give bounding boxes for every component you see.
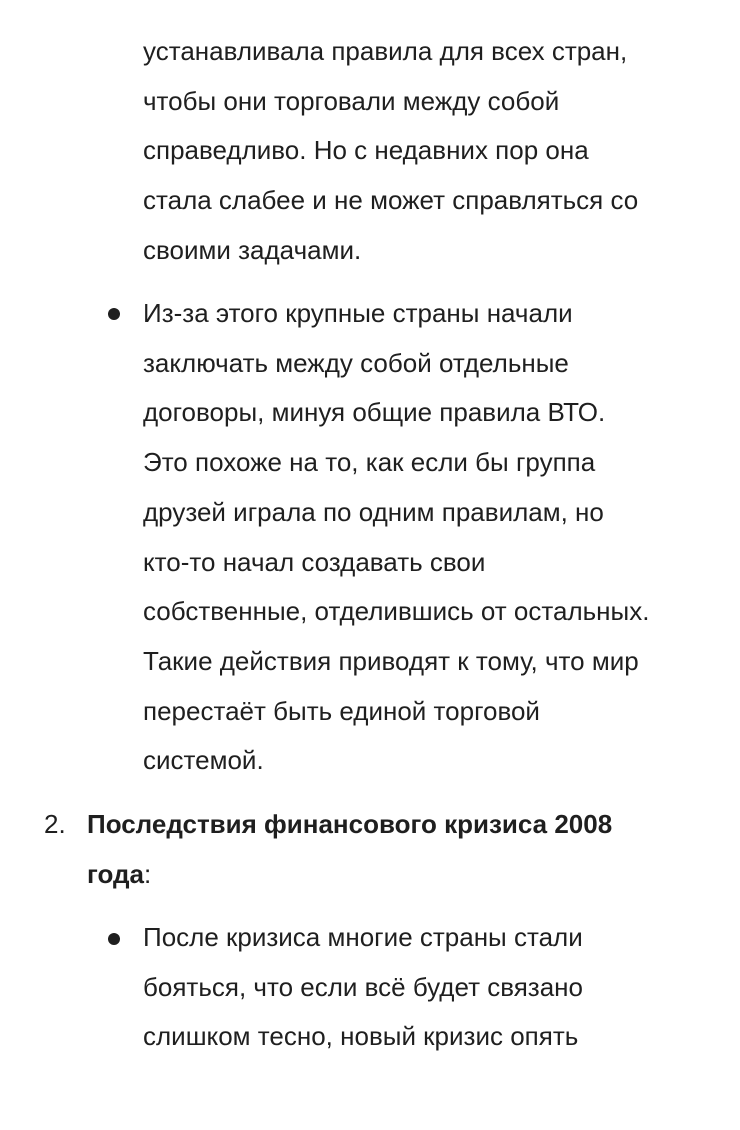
- text-line: своими задачами.: [143, 234, 362, 265]
- text-line: Это похоже на то, как если бы группа: [143, 447, 596, 478]
- text-line: чтобы они торговали между собой: [143, 85, 560, 116]
- intro-paragraph: [143, 27, 723, 276]
- text-line: собственные, отделившись от остальных.: [143, 596, 650, 627]
- text-line: друзей играла по одним правилам, но: [143, 496, 604, 527]
- bullet-icon: [108, 933, 120, 945]
- bullet-icon: [108, 308, 120, 320]
- text-line: кто-то начал создавать свои: [143, 546, 486, 577]
- text-line: Из-за этого крупные страны начали: [143, 298, 573, 328]
- text-line: бояться, что если всё будет связано: [143, 971, 583, 1002]
- text-line: слишком тесно, новый кризис опять: [143, 1021, 579, 1052]
- text-line: Такие действия приводят к тому, что мир: [143, 645, 639, 676]
- heading-bold-line: года: [87, 858, 144, 889]
- text-line: договоры, минуя общие правила ВТО.: [143, 397, 606, 428]
- text-line: устанавливала правила для всех стран,: [143, 36, 628, 66]
- heading-bold-line: Последствия финансового кризиса 2008: [87, 809, 613, 839]
- text-line: перестаёт быть единой торговой: [143, 695, 540, 726]
- section-heading: [87, 800, 707, 899]
- bullet-item-crisis: [143, 913, 723, 1062]
- list-number: 2.: [44, 809, 66, 839]
- text-line: После кризиса многие страны стали: [143, 922, 583, 952]
- heading-colon: :: [144, 858, 152, 889]
- text-line: заключать между собой отдельные: [143, 347, 569, 378]
- text-line: стала слабее и не может справляться со: [143, 185, 639, 216]
- text-line: системой.: [143, 745, 264, 776]
- text-line: справедливо. Но с недавних пор она: [143, 135, 589, 166]
- bullet-item-wto: [143, 289, 723, 786]
